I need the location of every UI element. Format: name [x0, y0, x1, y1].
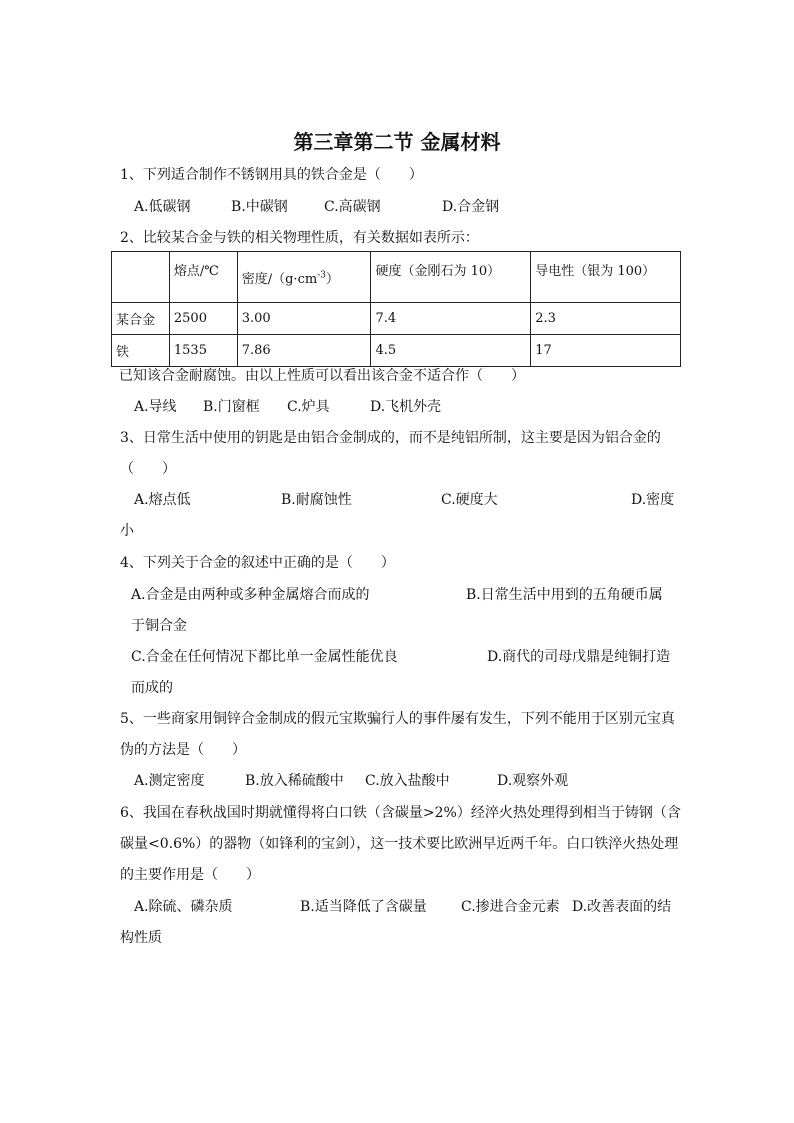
q2-option-d: D.飞机外壳 [370, 399, 442, 415]
q3-option-d: D.密度 [631, 492, 675, 508]
q6-option-a: A.除硫、磷杂质 [134, 899, 233, 915]
table-cell: 某合金 [112, 303, 170, 335]
q1-option-c: C.高碳钢 [324, 199, 381, 215]
table-header-cell [112, 252, 170, 303]
q4-option-a: A.合金是由两种或多种金属熔合而成的 [131, 587, 370, 603]
table-row [112, 335, 681, 367]
q4-option-d: D.商代的司母戊鼎是纯铜打造 [487, 649, 671, 665]
question-2-followup: 已知该合金耐腐蚀。由以上性质可以看出该合金不适合作（ ） [119, 368, 525, 384]
table-cell: 铁 [112, 335, 170, 367]
density-header-close: ） [325, 271, 339, 287]
table-cell: 2500 [169, 303, 237, 335]
q5-option-a: A.测定密度 [134, 773, 205, 789]
table-header-row [112, 252, 681, 303]
q2-option-c: C.炉具 [287, 399, 330, 415]
q4-option-d-cont: 而成的 [131, 680, 173, 696]
q5-option-d: D.观察外观 [497, 773, 569, 789]
q1-option-a: A.低碳钢 [134, 199, 191, 215]
q3-option-d-cont: 小 [120, 523, 134, 539]
q5-option-c: C.放入盐酸中 [365, 773, 450, 789]
question-6-stem-cont2: 的主要作用是（ ） [120, 867, 260, 883]
question-2-stem: 2、比较某合金与铁的相关物理性质，有关数据如表所示： [120, 230, 479, 246]
table-cell: 1535 [169, 335, 237, 367]
q3-option-b: B.耐腐蚀性 [281, 492, 352, 508]
q2-option-b: B.门窗框 [203, 399, 260, 415]
question-3-stem-cont: （ ） [120, 461, 176, 477]
properties-table [111, 251, 681, 367]
question-1-stem: 1、下列适合制作不锈钢用具的铁合金是（ ） [120, 167, 423, 183]
table-cell: 4.5 [371, 335, 531, 367]
q2-option-a: A.导线 [134, 399, 177, 415]
density-header-text: 密度/（g·cm [241, 271, 318, 287]
q3-option-c: C.硬度大 [441, 492, 498, 508]
table-header-cell: 熔点/℃ [169, 252, 237, 303]
question-5-stem-cont: 伪的方法是（ ） [120, 742, 246, 758]
q1-option-b: B.中碳钢 [231, 199, 288, 215]
table-header-cell: 硬度（金刚石为 10） [371, 252, 531, 303]
table-header-cell: 导电性（银为 100） [531, 252, 681, 303]
q1-option-d: D.合金钢 [442, 199, 500, 215]
table-cell: 17 [531, 335, 681, 367]
q4-option-b-cont: 于铜合金 [131, 618, 187, 634]
q3-option-a: A.熔点低 [134, 492, 191, 508]
q6-option-d-cont: 构性质 [120, 930, 162, 946]
q4-option-c: C.合金在任何情况下都比单一金属性能优良 [131, 649, 398, 665]
page-title: 第三章第二节 金属材料 [293, 130, 501, 154]
q6-option-c: C.掺进合金元素 [461, 899, 560, 915]
table-header-cell [237, 252, 371, 303]
question-6-stem: 6、我国在春秋战国时期就懂得将白口铁（含碳量>2%）经淬火热处理得到相当于铸钢（含 [120, 805, 681, 821]
table-cell: 7.86 [237, 335, 371, 367]
question-5-stem: 5、一些商家用铜锌合金制成的假元宝欺骗行人的事件屡有发生，下列不能用于区别元宝真 [120, 711, 675, 727]
q6-option-b: B.适当降低了含碳量 [300, 899, 427, 915]
table-cell: 3.00 [237, 303, 371, 335]
question-4-stem: 4、下列关于合金的叙述中正确的是（ ） [120, 555, 395, 571]
question-3-stem: 3、日常生活中使用的钥匙是由铝合金制成的，而不是纯铝所制，这主要是因为铝合金的 [120, 430, 661, 446]
table-cell: 7.4 [371, 303, 531, 335]
table-cell: 2.3 [531, 303, 681, 335]
q5-option-b: B.放入稀硫酸中 [245, 773, 344, 789]
question-6-stem-cont: 碳量<0.6%）的器物（如锋利的宝剑），这一技术要比欧洲早近两千年。白口铁淬火热处理 [120, 836, 679, 852]
density-exponent: -3 [317, 270, 326, 281]
table-row [112, 303, 681, 335]
q6-option-d: D.改善表面的结 [572, 899, 672, 915]
q4-option-b: B.日常生活中用到的五角硬币属 [466, 587, 663, 603]
